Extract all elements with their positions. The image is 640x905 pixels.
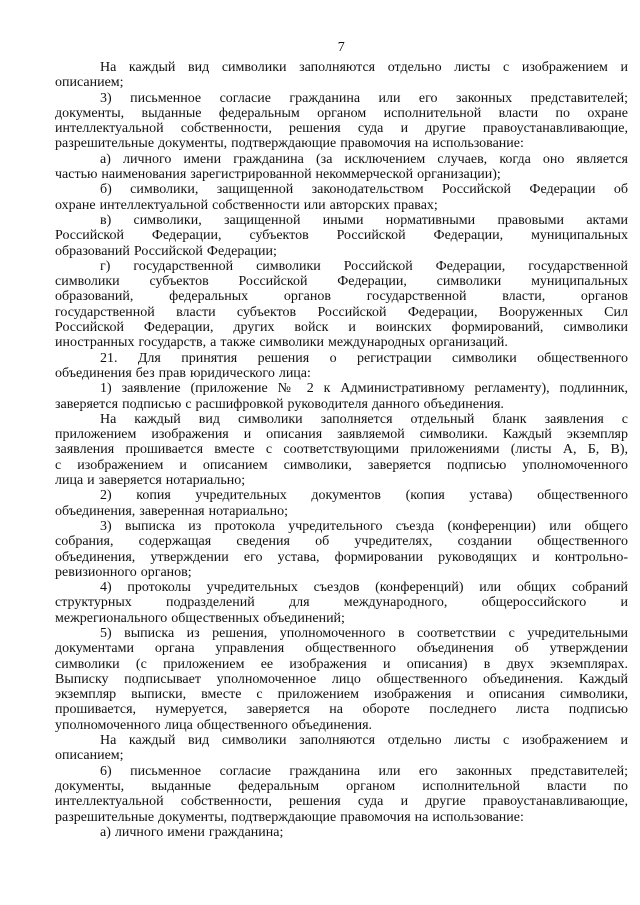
text-line: охране интеллектуальной собственности или авторских правах; [55,197,438,213]
text-block [55,60,628,840]
text-line: 4) протоколы учредительных съездов (конференций) или общих собраний [100,580,628,596]
text-line: 3) выписка из протокола учредительного съезда (конференции) или общего [100,518,628,534]
text-line: Выписку подписывает уполномоченное лицо общественного объединения. Каждый [55,671,628,687]
text-line: описанием; [55,75,124,91]
text-line: приложением изображения и описания заявляемой символики. Каждый экземпляр [55,427,628,443]
text-line: 3) письменное согласие гражданина или его законных представителей; [100,90,628,106]
text-line: 2) копия учредительных документов (копия устава) общественного [100,488,628,504]
text-line: разрешительные документы, подтверждающие правомочия на использование: [55,136,524,152]
text-line: На каждый вид символики заполняются отдельно листы с изображением и [100,60,628,75]
text-line: Российской Федерации, субъектов Российской Федерации, муниципальных [55,228,628,244]
text-line: документы, выданные федеральным органом исполнительной власти по [55,778,628,794]
text-line: собрания, содержащая сведения об учредителях, создании общественного [55,534,628,550]
text-line: 5) выписка из решения, уполномоченного в соответствии с учредительными [100,625,628,641]
text-line: с изображением и описанием символики, заверяется подписью уполномоченного [55,457,628,473]
text-line: документы, выданные федеральным органом исполнительной власти по охране [55,105,628,121]
text-line: иностранных государств, а также символики международных организаций. [55,335,508,351]
text-line: прошивается, нумеруется, заверяется на обороте последнего листа подписью [55,702,628,718]
text-line: 6) письменное согласие гражданина или его законных представителей; [100,763,628,779]
text-line: 21. Для принятия решения о регистрации символики общественного [100,350,628,366]
text-line: объединения без прав юридического лица: [55,365,311,381]
text-line: объединения, утверждении его устава, формировании руководящих и контрольно- [55,549,628,565]
text-line: ревизионного органов; [55,564,192,580]
text-line: образований Российской Федерации; [55,243,277,259]
text-line: объединения, заверенная нотариально; [55,503,289,519]
text-line: заявления прошивается вместе с соответствующими приложениями (листы А, Б, В), [55,442,628,458]
text-line: документами органа управления общественного объединения об утверждении [55,641,628,657]
text-line: На каждый вид символики заполняется отдельный бланк заявления с [100,411,628,427]
page-number: 7 [337,40,346,55]
text-line: заверяется подписью с расшифровкой руководителя данного объединения. [55,396,504,412]
text-line: структурных подразделений для международного, общероссийского и [55,595,628,611]
text-line: описанием; [55,748,124,764]
text-line: а) личного имени гражданина; [100,824,284,840]
text-line: 1) заявление (приложение № 2 к Административному регламенту), подлинник, [100,381,628,397]
text-line: интеллектуальной собственности, решения суда и другие правоустанавливающие, [55,794,628,810]
text-line: уполномоченного лица общественного объединения. [55,717,373,733]
text-line: б) символики, защищенной законодательством Российской Федерации об [100,182,628,198]
text-line: образований, федеральных органов государственной власти, органов [55,289,628,305]
text-line: символики субъектов Российской Федерации, символики муниципальных [55,274,628,290]
text-line: символики (с приложением ее изображения и описания) в двух экземплярах. [55,656,628,672]
text-line: интеллектуальной собственности, решения суда и другие правоустанавливающие, [55,121,628,137]
text-line: частью наименования зарегистрированной некоммерческой организации); [55,167,501,183]
text-line: в) символики, защищенной иными нормативными правовыми актами [100,212,628,228]
text-line: Российской Федерации, других войск и воинских формирований, символики [55,320,628,336]
text-line: На каждый вид символики заполняются отдельно листы с изображением и [100,733,628,749]
text-line: г) государственной символики Российской Федерации, государственной [100,258,628,274]
text-line: лица и заверяется нотариально; [55,473,246,489]
text-line: разрешительные документы, подтверждающие правомочия на использование: [55,809,524,825]
text-line: межрегионального общественных объединений; [55,610,345,626]
text-line: государственной власти субъектов Российской Федерации, Вооруженных Сил [55,304,628,320]
text-line: а) личного имени гражданина (за исключением случаев, когда оно является [100,151,628,167]
text-line: экземпляр выписки, вместе с приложением изображения и описания символики, [55,687,628,703]
